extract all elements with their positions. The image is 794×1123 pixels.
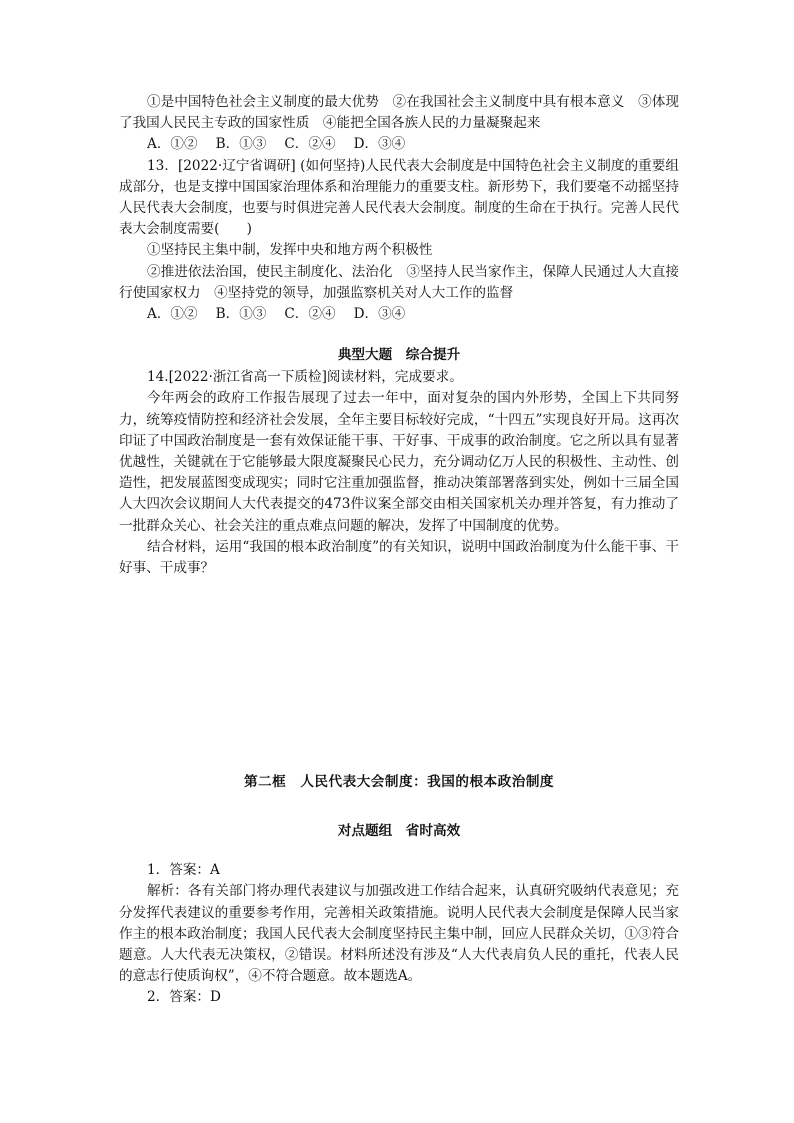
q12-option-c: C．②④	[284, 136, 336, 153]
q13-stem: 13．[2022·辽宁省调研] (如何坚持)人民代表大会制度是中国特色社会主义制度的重要组成部分，也是支撑中国国家治理体系和治理能力的重要支柱。新形势下，我们要毫不动摇坚持人民代表大会制度，也要与时俱进完善人民代表大会制度。制度的生命在于执行。完善人民代表大会制度需要( )	[119, 157, 679, 238]
q13-option-c: C．②④	[284, 306, 336, 323]
q12-options	[119, 134, 679, 155]
q13-option-b: B．①③	[215, 306, 267, 323]
q14-stem: 14.[2022·浙江省高一下质检]阅读材料，完成要求。	[147, 369, 463, 386]
answer-1-label: 1．答案：A	[147, 862, 220, 879]
document-page	[119, 92, 679, 1009]
section-title: 典型大题 综合提升	[337, 347, 461, 364]
q13-item-2: ②推进依法治国，使民主制度化、法治化 ③坚持人民当家作主，保障人民通过人大直接行使国家权力 ④坚持党的领导，加强监察机关对人大工作的监督	[119, 263, 679, 301]
q13-option-a: A．①②	[147, 306, 198, 323]
answer-1-analysis: 解析：各有关部门将办理代表建议与加强改进工作结合起来，认真研究吸纳代表意见；充分发挥代表建议的重要参考作用，完善相关政策措施。说明人民代表大会制度是保障人民当家作主的根本政治制度；我国人民代表大会制度坚持民主集中制，回应人民群众关切，①③符合题意。人大代表无决策权，②错误。材料所述没有涉及“人大代表肩负人民的重托，代表人民的意志行使质询权”，④不符合题意。故本题选A。	[119, 883, 679, 985]
q14-material: 今年两会的政府工作报告展现了过去一年中，面对复杂的国内外形势，全国上下共同努力，统筹疫情防控和经济社会发展，全年主要目标较好完成，“十四五”实现良好开局。这再次印证了中国政治制度是一套有效保证能干事、干好事、干成事的政治制度。它之所以具有显著优越性，关键就在于它能够最大限度凝聚民心民力，充分调动亿万人民的积极性、主动性、创造性，把发展蓝图变成现实；同时它注重加强监督，推动决策部署落到实处，例如十三届全国人大四次会议期间人大代表提交的473件议案全部交由相关国家机关办理并答复，有力推动了一批群众关心、社会关注的重点难点问题的解决，发挥了中国制度的优势。	[119, 390, 679, 534]
q12-option-b: B．①③	[215, 136, 267, 153]
q13-options	[119, 304, 679, 325]
answer-2-label: 2．答案：D	[147, 989, 221, 1006]
q12-option-a: A．①②	[147, 136, 198, 153]
q13-item-1: ①坚持民主集中制，发挥中央和地方两个积极性	[147, 242, 433, 259]
q12-option-d: D．③④	[353, 136, 406, 153]
chapter-subtitle: 对点题组 省时高效	[337, 823, 461, 840]
chapter-title: 第二框 人民代表大会制度：我国的根本政治制度	[243, 774, 555, 791]
q14-requirement: 结合材料，运用“我国的根本政治制度”的有关知识，说明中国政治制度为什么能干事、干好事、干成事？	[119, 538, 679, 577]
q12-statements: ①是中国特色社会主义制度的最大优势 ②在我国社会主义制度中具有根本意义 ③体现了我国人民民主专政的国家性质 ④能把全国各族人民的力量凝聚起来	[119, 94, 679, 132]
answer-space	[119, 579, 679, 771]
q13-option-d: D．③④	[353, 306, 406, 323]
